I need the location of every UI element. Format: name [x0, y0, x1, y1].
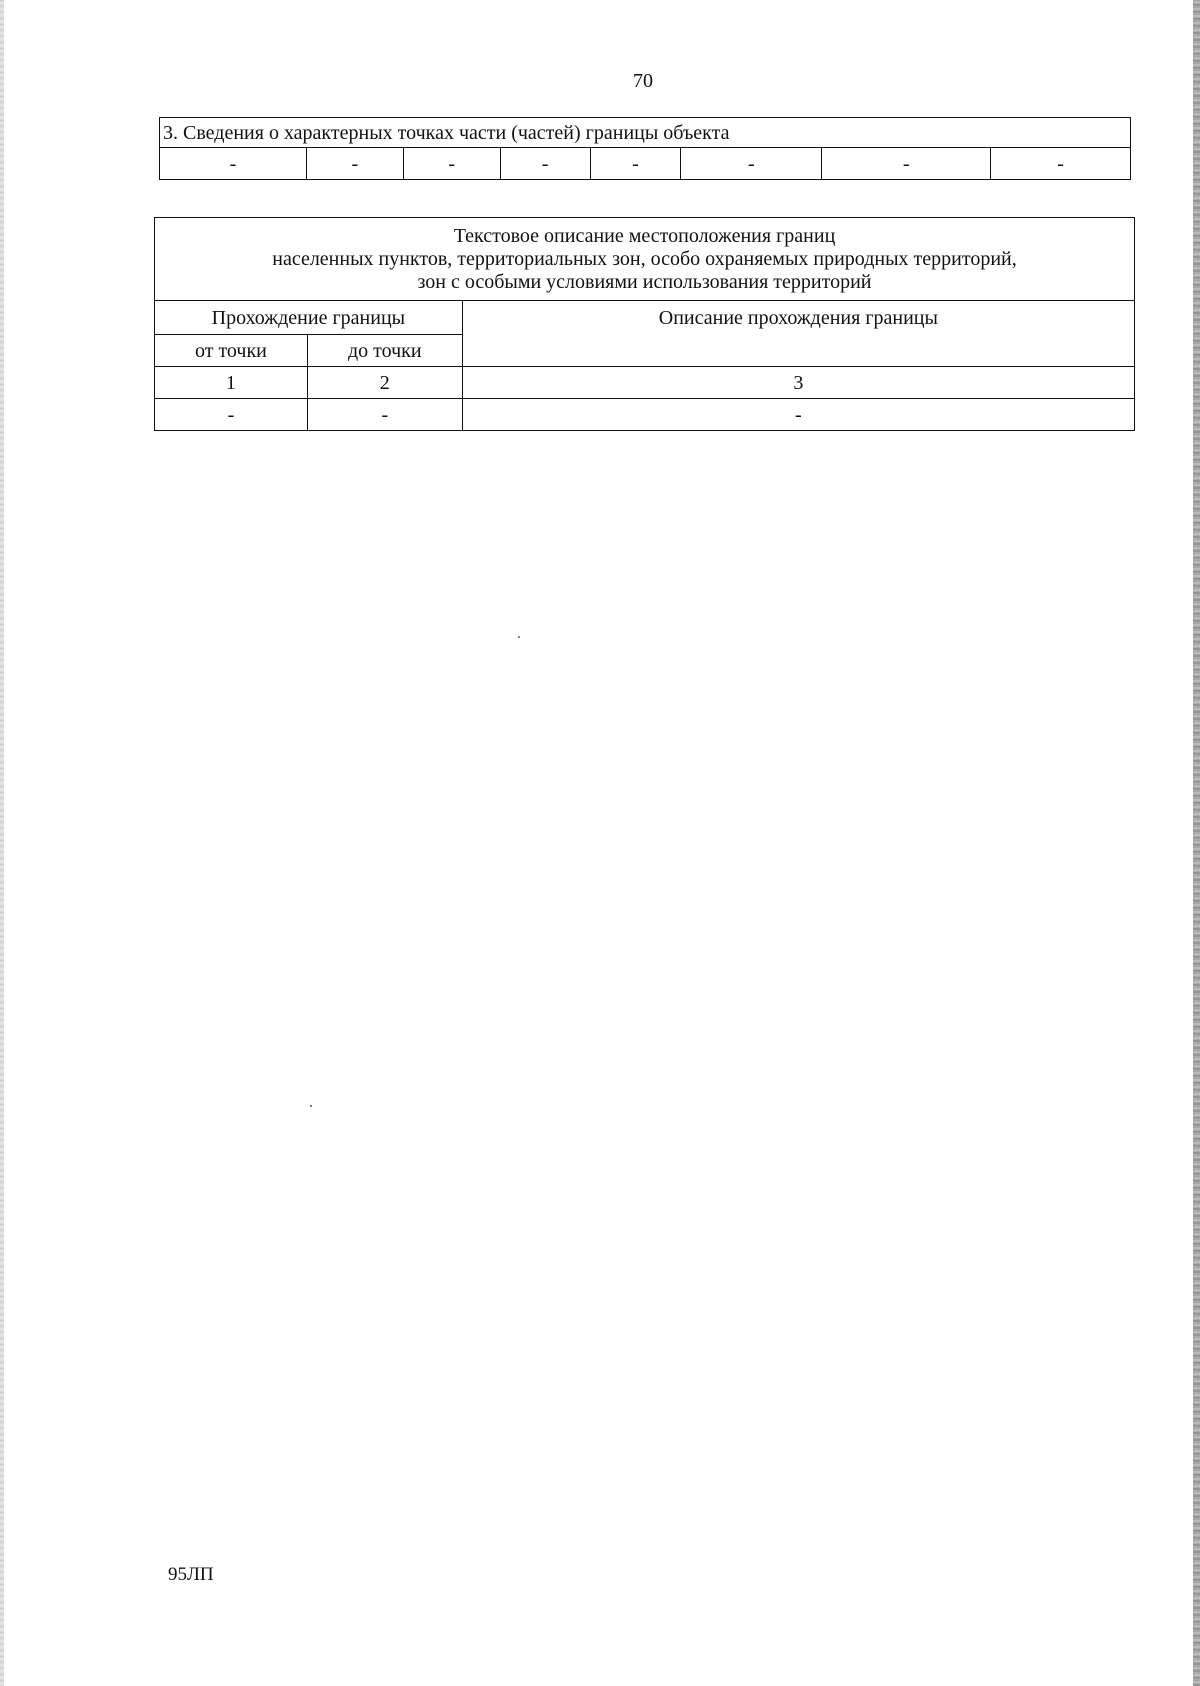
description-table-title: [155, 218, 1135, 301]
points-table-caption: 3. Сведения о характерных точках части (частей) границы объекта: [160, 118, 1131, 148]
scan-speck: [310, 1105, 312, 1107]
points-table-caption-row: [160, 118, 1131, 148]
column-number-row: [155, 367, 1135, 399]
scan-edge-right: [1193, 0, 1200, 1686]
title-line-1: Текстовое описание местоположения границ: [453, 224, 836, 247]
table-cell: -: [155, 399, 308, 431]
column-number: 3: [462, 367, 1134, 399]
boundary-description-header: Описание прохождения границы: [462, 301, 1134, 367]
points-table-cell: -: [160, 148, 307, 180]
points-table-cell: -: [991, 148, 1131, 180]
points-table-cell: -: [306, 148, 403, 180]
points-table-cell: -: [681, 148, 822, 180]
description-table-title-row: [155, 218, 1135, 301]
description-table-header-row: [155, 301, 1135, 335]
column-number: 2: [307, 367, 462, 399]
title-line-3: зон с особыми условиями использования территорий: [417, 270, 872, 293]
column-number: 1: [155, 367, 308, 399]
footer-code: 95ЛП: [168, 1564, 214, 1585]
table-cell: -: [307, 399, 462, 431]
points-table-cell: -: [500, 148, 590, 180]
table-row: [155, 399, 1135, 431]
scan-edge-left: [0, 0, 4, 1686]
points-table-cell: -: [403, 148, 500, 180]
from-point-header: от точки: [155, 335, 308, 367]
title-line-2: населенных пунктов, территориальных зон, особо охраняемых природных территорий,: [272, 247, 1017, 270]
page-number: 70: [633, 70, 653, 92]
points-table-cell: -: [590, 148, 681, 180]
table-cell: -: [462, 399, 1134, 431]
boundary-description-table: [154, 217, 1135, 431]
boundary-passage-header: Прохождение границы: [155, 301, 463, 335]
points-table-row: [160, 148, 1131, 180]
scan-speck: [518, 636, 520, 638]
to-point-header: до точки: [307, 335, 462, 367]
points-table-cell: -: [822, 148, 991, 180]
points-table: [159, 117, 1131, 180]
